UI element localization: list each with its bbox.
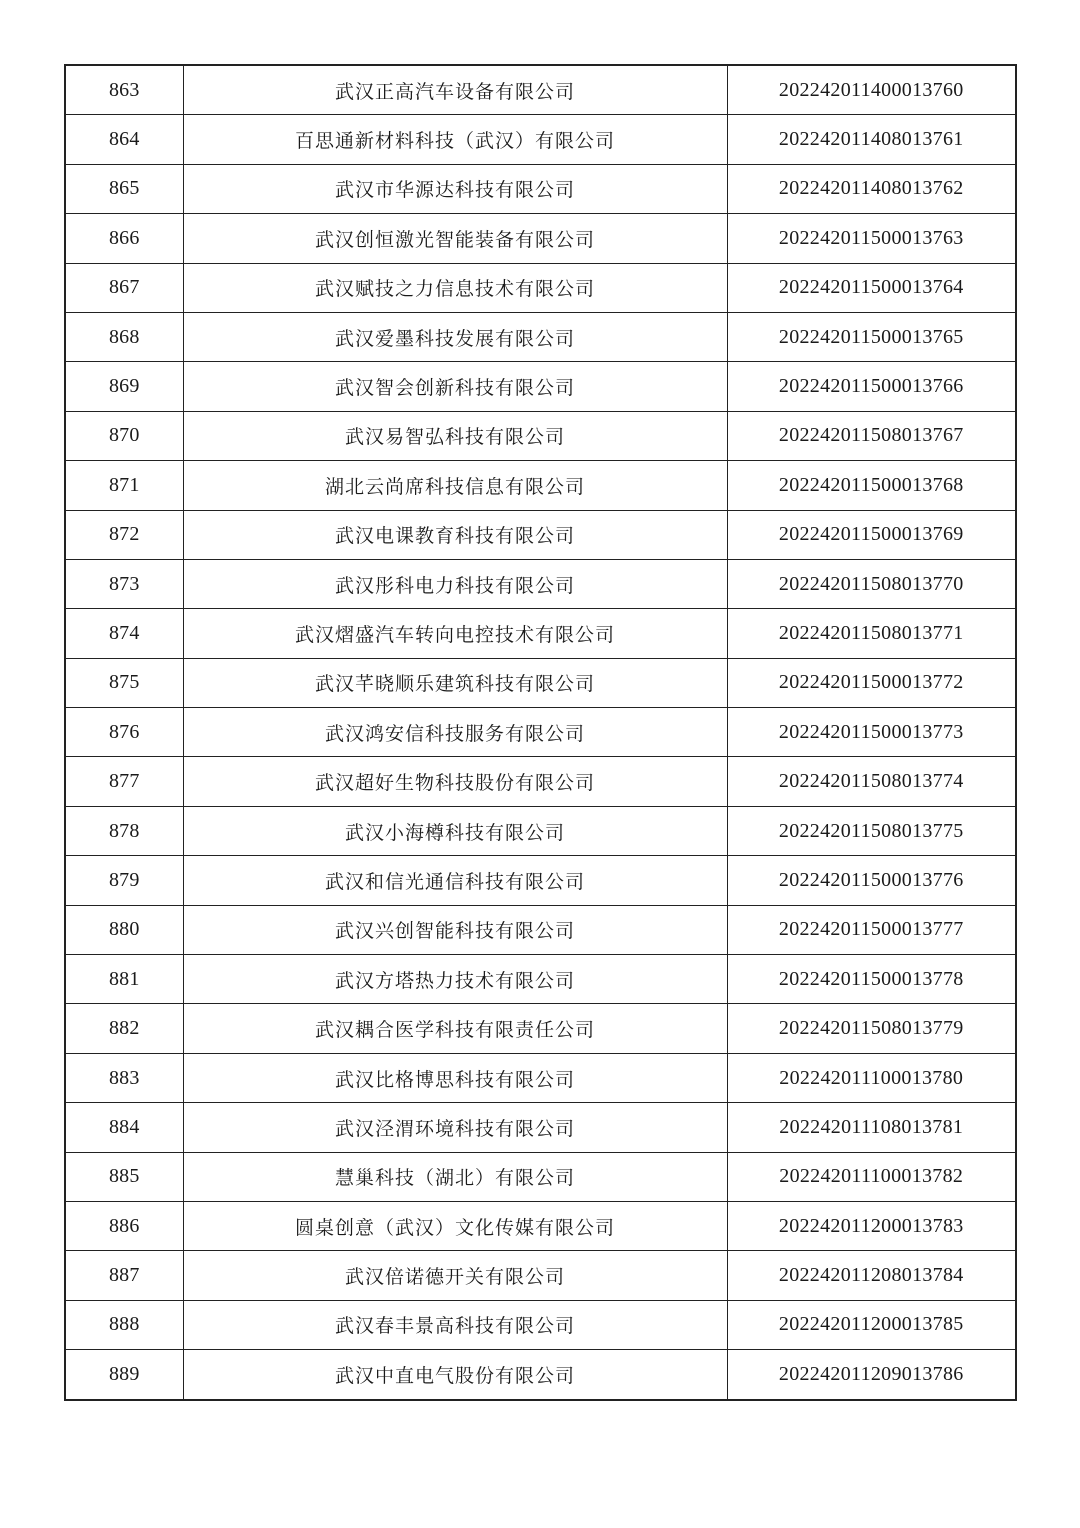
row-number-cell: 876: [65, 708, 183, 757]
row-number-cell: 866: [65, 214, 183, 263]
company-name-cell: 武汉兴创智能科技有限公司: [183, 905, 727, 954]
table-row: [65, 362, 1016, 411]
company-name-cell: 武汉易智弘科技有限公司: [183, 411, 727, 460]
table-row: [65, 1004, 1016, 1053]
registration-code-cell: 202242011508013770: [727, 559, 1016, 608]
row-number-cell: 881: [65, 955, 183, 1004]
company-name-cell: 武汉市华源达科技有限公司: [183, 164, 727, 213]
company-name-cell: 武汉超好生物科技股份有限公司: [183, 757, 727, 806]
table-row: [65, 263, 1016, 312]
company-name-cell: 武汉耦合医学科技有限责任公司: [183, 1004, 727, 1053]
registration-code-cell: 202242011500013764: [727, 263, 1016, 312]
table-row: [65, 1251, 1016, 1300]
company-name-cell: 武汉春丰景高科技有限公司: [183, 1300, 727, 1349]
registration-code-cell: 202242011500013776: [727, 856, 1016, 905]
table-row: [65, 905, 1016, 954]
company-name-cell: 百思通新材料科技（武汉）有限公司: [183, 115, 727, 164]
row-number-cell: 889: [65, 1350, 183, 1400]
table-row: [65, 1053, 1016, 1102]
registration-code-cell: 202242011500013778: [727, 955, 1016, 1004]
registration-code-cell: 202242011408013762: [727, 164, 1016, 213]
row-number-cell: 864: [65, 115, 183, 164]
row-number-cell: 884: [65, 1103, 183, 1152]
row-number-cell: 877: [65, 757, 183, 806]
row-number-cell: 882: [65, 1004, 183, 1053]
row-number-cell: 874: [65, 609, 183, 658]
table-row: [65, 164, 1016, 213]
table-row: [65, 1103, 1016, 1152]
registration-code-cell: 202242011408013761: [727, 115, 1016, 164]
registration-code-cell: 202242011100013780: [727, 1053, 1016, 1102]
registration-code-cell: 202242011500013772: [727, 658, 1016, 707]
registration-code-cell: 202242011200013783: [727, 1201, 1016, 1250]
registration-code-cell: 202242011508013767: [727, 411, 1016, 460]
company-name-cell: 武汉智会创新科技有限公司: [183, 362, 727, 411]
company-name-cell: 武汉熠盛汽车转向电控技术有限公司: [183, 609, 727, 658]
row-number-cell: 871: [65, 461, 183, 510]
row-number-cell: 875: [65, 658, 183, 707]
table-row: [65, 65, 1016, 115]
company-name-cell: 武汉创恒激光智能装备有限公司: [183, 214, 727, 263]
row-number-cell: 883: [65, 1053, 183, 1102]
company-name-cell: 武汉小海樽科技有限公司: [183, 806, 727, 855]
company-name-cell: 武汉电课教育科技有限公司: [183, 510, 727, 559]
row-number-cell: 878: [65, 806, 183, 855]
registration-code-cell: 202242011508013779: [727, 1004, 1016, 1053]
registration-code-cell: 202242011508013771: [727, 609, 1016, 658]
registration-code-cell: 202242011508013774: [727, 757, 1016, 806]
company-name-cell: 武汉爱墨科技发展有限公司: [183, 312, 727, 361]
row-number-cell: 865: [65, 164, 183, 213]
row-number-cell: 887: [65, 1251, 183, 1300]
registration-code-cell: 202242011400013760: [727, 65, 1016, 115]
table-row: [65, 806, 1016, 855]
table-row: [65, 1300, 1016, 1349]
registration-code-cell: 202242011200013785: [727, 1300, 1016, 1349]
company-registry-table: [64, 64, 1017, 1401]
row-number-cell: 868: [65, 312, 183, 361]
row-number-cell: 879: [65, 856, 183, 905]
company-name-cell: 武汉泾渭环境科技有限公司: [183, 1103, 727, 1152]
registration-code-cell: 202242011209013786: [727, 1350, 1016, 1400]
company-name-cell: 武汉正高汽车设备有限公司: [183, 65, 727, 115]
company-name-cell: 武汉赋技之力信息技术有限公司: [183, 263, 727, 312]
registration-code-cell: 202242011208013784: [727, 1251, 1016, 1300]
row-number-cell: 880: [65, 905, 183, 954]
row-number-cell: 873: [65, 559, 183, 608]
table-row: [65, 708, 1016, 757]
registration-code-cell: 202242011500013768: [727, 461, 1016, 510]
row-number-cell: 888: [65, 1300, 183, 1349]
table-row: [65, 658, 1016, 707]
table-row: [65, 609, 1016, 658]
table-row: [65, 411, 1016, 460]
company-name-cell: 慧巢科技（湖北）有限公司: [183, 1152, 727, 1201]
table-row: [65, 510, 1016, 559]
registration-code-cell: 202242011108013781: [727, 1103, 1016, 1152]
table-row: [65, 559, 1016, 608]
company-name-cell: 圆桌创意（武汉）文化传媒有限公司: [183, 1201, 727, 1250]
company-name-cell: 武汉倍诺德开关有限公司: [183, 1251, 727, 1300]
table-row: [65, 955, 1016, 1004]
row-number-cell: 863: [65, 65, 183, 115]
company-name-cell: 武汉鸿安信科技服务有限公司: [183, 708, 727, 757]
table-body: [65, 65, 1016, 1400]
table-row: [65, 1350, 1016, 1400]
company-name-cell: 武汉方塔热力技术有限公司: [183, 955, 727, 1004]
registration-code-cell: 202242011500013763: [727, 214, 1016, 263]
table-row: [65, 1201, 1016, 1250]
table-row: [65, 461, 1016, 510]
registration-code-cell: 202242011508013775: [727, 806, 1016, 855]
company-name-cell: 武汉彤科电力科技有限公司: [183, 559, 727, 608]
registration-code-cell: 202242011100013782: [727, 1152, 1016, 1201]
table-row: [65, 856, 1016, 905]
table-row: [65, 214, 1016, 263]
registration-code-cell: 202242011500013766: [727, 362, 1016, 411]
company-name-cell: 武汉芊晓顺乐建筑科技有限公司: [183, 658, 727, 707]
registration-code-cell: 202242011500013765: [727, 312, 1016, 361]
registration-code-cell: 202242011500013773: [727, 708, 1016, 757]
registration-code-cell: 202242011500013769: [727, 510, 1016, 559]
row-number-cell: 869: [65, 362, 183, 411]
registration-code-cell: 202242011500013777: [727, 905, 1016, 954]
row-number-cell: 870: [65, 411, 183, 460]
row-number-cell: 872: [65, 510, 183, 559]
company-name-cell: 武汉中直电气股份有限公司: [183, 1350, 727, 1400]
table-row: [65, 115, 1016, 164]
table-row: [65, 1152, 1016, 1201]
table-row: [65, 757, 1016, 806]
company-name-cell: 武汉比格博思科技有限公司: [183, 1053, 727, 1102]
company-name-cell: 湖北云尚席科技信息有限公司: [183, 461, 727, 510]
row-number-cell: 885: [65, 1152, 183, 1201]
company-name-cell: 武汉和信光通信科技有限公司: [183, 856, 727, 905]
row-number-cell: 886: [65, 1201, 183, 1250]
table-row: [65, 312, 1016, 361]
row-number-cell: 867: [65, 263, 183, 312]
